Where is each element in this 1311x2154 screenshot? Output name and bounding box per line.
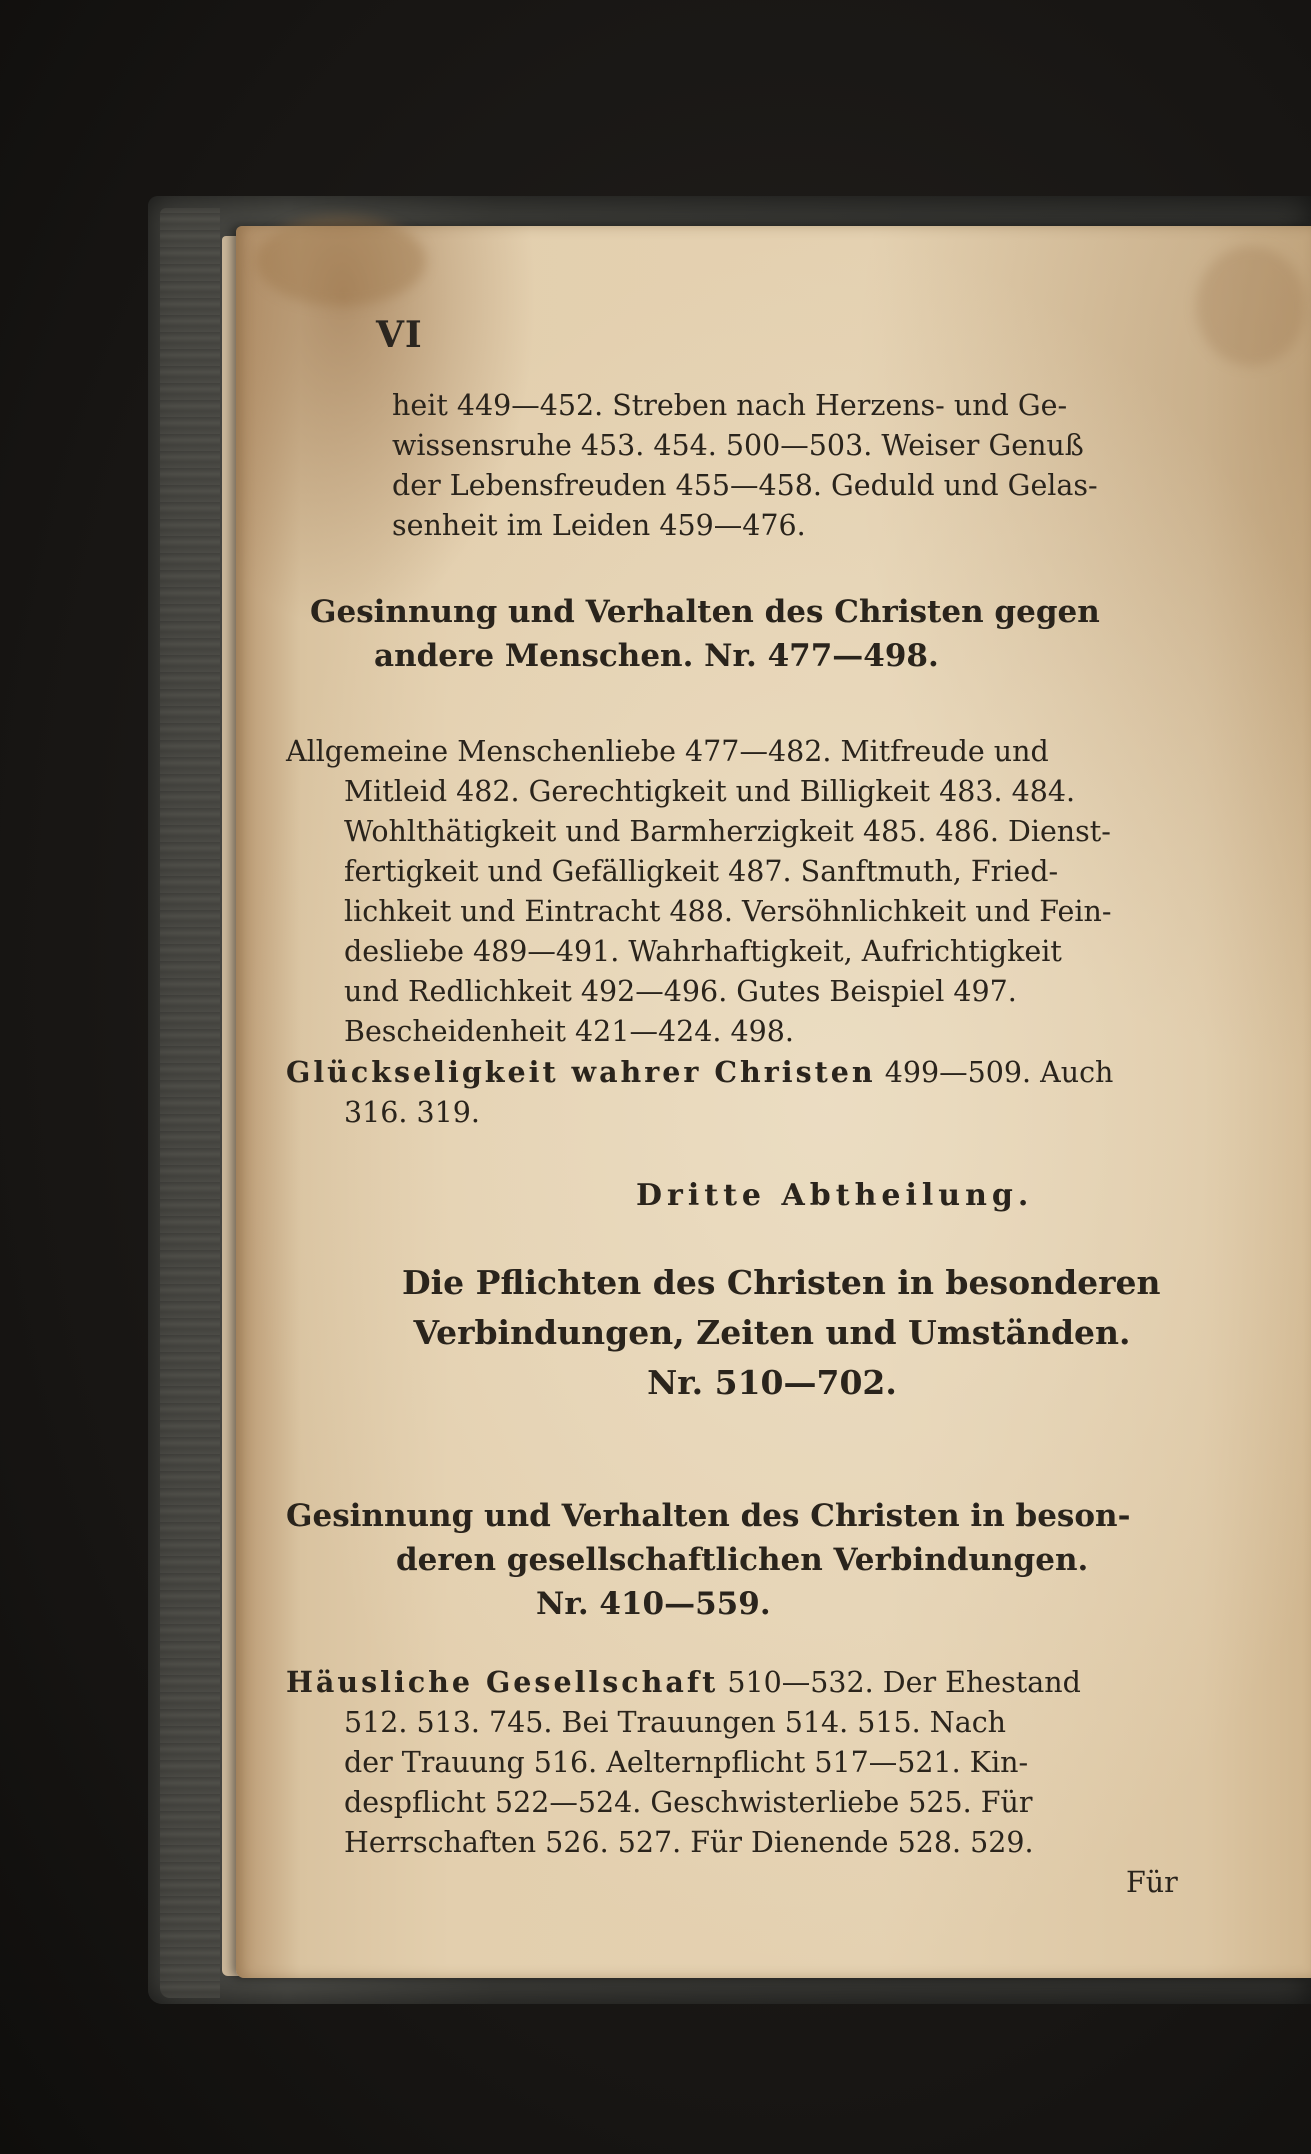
heading-line: Nr. 410—559. [536,1586,771,1622]
text-line: Wohlthätigkeit und Barmherzigkeit 485. 486. Dienst- [344,815,1111,848]
text-line: Mitleid 482. Gerechtigkeit und Billigkeit 483. 484. [344,775,1076,808]
text-line: der Trauung 516. Aelternpflicht 517—521. Kin- [344,1746,1029,1779]
text-line [286,1662,1178,1703]
heading-line: Gesinnung und Verhalten des Christen gegen [310,594,1100,630]
section-heading-others [310,590,1100,678]
division-subtitle [402,1258,1161,1408]
book-page [236,226,1311,1978]
heading-line: andere Menschen. Nr. 477—498. [374,638,939,674]
text-line: wissensruhe 453. 454. 500—503. Weiser Genuß [392,429,1084,462]
text-line: fertigkeit und Gefälligkeit 487. Sanftmuth, Fried- [344,855,1059,888]
page-number: VI [376,314,423,356]
division-title: Dritte Abtheilung. [636,1178,1034,1213]
text-line: despflicht 522—524. Geschwisterliebe 525. Für [344,1786,1033,1819]
entry-text: 510—532. Der Ehestand [727,1666,1081,1699]
text-line: 316. 319. [344,1096,480,1129]
text-line: heit 449—452. Streben nach Herzens- und Ge- [392,389,1068,422]
stain-mark [1196,246,1306,366]
heading-line: deren gesellschaftlichen Verbindungen. [396,1542,1089,1578]
entry-text: 499—509. Auch [884,1056,1114,1089]
book-spine-edge [160,208,220,1998]
entry-label: Glückseligkeit wahrer Christen [286,1055,876,1089]
text-line [286,1052,1113,1093]
subtitle-line: Verbindungen, Zeiten und Umständen. [413,1313,1131,1352]
text-line: lichkeit und Eintracht 488. Versöhnlichkeit und Fein- [344,895,1112,928]
stain-mark [256,216,426,306]
text-line: der Lebensfreuden 455—458. Geduld und Gelas- [392,469,1098,502]
heading-line: Gesinnung und Verhalten des Christen in beson- [286,1498,1131,1534]
text-line: und Redlichkeit 492—496. Gutes Beispiel 497. [344,975,1017,1008]
subtitle-line: Die Pflichten des Christen in besonderen [402,1263,1161,1302]
section-body-others [286,732,1113,1133]
catchword: Für [1126,1866,1178,1899]
text-line: Herrschaften 526. 527. Für Dienende 528. 529. [344,1826,1034,1859]
text-line: desliebe 489—491. Wahrhaftigkeit, Aufrichtigkeit [344,935,1062,968]
text-line: senheit im Leiden 459—476. [392,509,806,542]
section-heading-social [286,1494,1130,1626]
section-body-social [286,1662,1178,1903]
entry-label: Häusliche Gesellschaft [286,1665,719,1699]
text-line: Bescheidenheit 421—424. 498. [344,1015,794,1048]
subtitle-line: Nr. 510—702. [647,1363,897,1402]
text-line: Allgemeine Menschenliebe 477—482. Mitfreude und [286,735,1049,768]
text-line: 512. 513. 745. Bei Trauungen 514. 515. Nach [344,1706,1007,1739]
continuation-paragraph [392,386,1098,546]
